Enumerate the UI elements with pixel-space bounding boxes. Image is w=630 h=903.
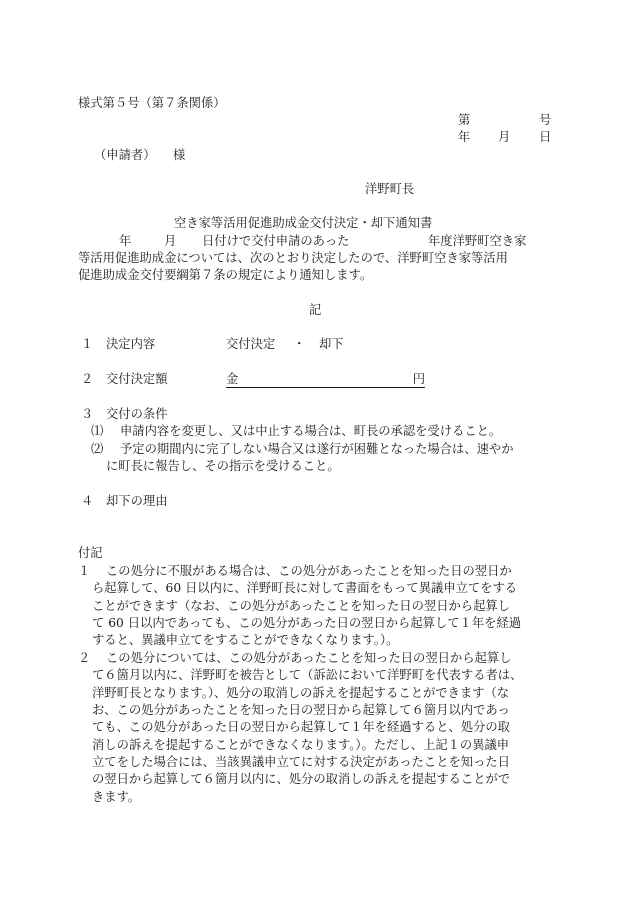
date-day: 日 [539,130,552,144]
note-2-line: お、この処分があったことを知った日の翌日から起算して６箇月以内であっ [92,703,510,717]
item-1-number: １ [81,337,94,351]
number-suffix: 号 [539,113,552,127]
note-2-line: 立てをした場合には、当該異議申立てに対する決定があったことを知った日 [92,755,510,769]
item-4-number: ４ [81,494,94,508]
condition-2-line-1: 予定の期間内に完了しない場合又は遂行が困難となった場合は、速やか [120,442,514,456]
condition-2-mark: ⑵ [91,442,104,456]
condition-1-mark: ⑴ [91,424,104,438]
intro-day-text: 日付けで交付申請のあった [202,234,350,248]
note-1-line: すると、異議申立てをすることができなくなります。）。 [92,633,399,647]
note-1-line: この処分に不服がある場合は、この処分があったことを知った日の翌日か [106,564,512,578]
date-month: 月 [498,130,511,144]
note-2-line: ても、この処分があった日の翌日から起算して１年を経過すると、処分の取 [92,720,510,734]
document-title: 空き家等活用促進助成金交付決定・却下通知書 [174,216,433,230]
note-2-line: 消しの訴えを提起することができなくなります。）。ただし、上記１の異議申 [92,738,510,752]
recipient-honorific: 様 [173,148,186,162]
item-1-label: 決定内容 [106,337,156,351]
note-1-number: １ [78,564,91,578]
decision-grant: 交付決定 [226,337,276,351]
item-2-label: 交付決定額 [106,372,168,386]
intro-month: 月 [164,234,177,248]
item-3-label: 交付の条件 [106,407,168,421]
recipient-label: （申請者） [94,148,156,162]
amount-field [226,373,425,388]
item-3-number: ３ [81,407,94,421]
amount-prefix: 金 [226,372,239,386]
note-2-line: の翌日から起算して６箇月以内に、処分の取消しの訴えを提起することがで [92,772,511,786]
form-label: 様式第５号（第７条関係） [78,96,226,110]
note-1-line: ら起算して、60 日以内に、洋野町長に対して書面をもって異議申立てをする [92,581,518,595]
note-1-line: て 60 日以内であっても、この処分があった日の翌日から起算して１年を経過 [92,616,522,630]
date-year: 年 [458,130,471,144]
intro-line-3: 促進助成金交付要綱第７条の規定により通知します。 [78,268,373,282]
issuer-name: 洋野町長 [365,182,415,196]
amount-suffix: 円 [412,372,425,386]
note-2-line: 洋野町長となります。）、処分の取消しの訴えを提起することができます（な [92,686,510,700]
intro-fiscal-year: 年度洋野町空き家 [428,234,527,248]
intro-line-2: 等活用促進助成金については、次のとおり決定したので、洋野町空き家等活用 [78,251,508,265]
note-2-line: きます。 [92,790,141,804]
number-prefix: 第 [458,113,471,127]
note-2-number: ２ [78,651,91,665]
note-1-line: ことができます（なお、この処分があったことを知った日の翌日から起算し [92,599,510,613]
note-2-line: て６箇月以内に、洋野町を被告として（訴訟において洋野町を代表する者は、 [92,668,523,682]
ki-heading: 記 [309,303,322,317]
decision-separator: ・ [293,337,306,351]
notes-title: 付記 [78,546,103,560]
item-2-number: ２ [81,372,94,386]
decision-reject: 却下 [319,337,344,351]
note-2-line: この処分については、この処分があったことを知った日の翌日から起算し [106,651,512,665]
condition-2-line-2: に町長に報告し、その指示を受けること。 [106,459,340,473]
intro-year: 年 [119,234,132,248]
condition-1-text: 申請内容を変更し、又は中止する場合は、町長の承認を受けること。 [120,424,502,438]
item-4-label: 却下の理由 [106,494,168,508]
